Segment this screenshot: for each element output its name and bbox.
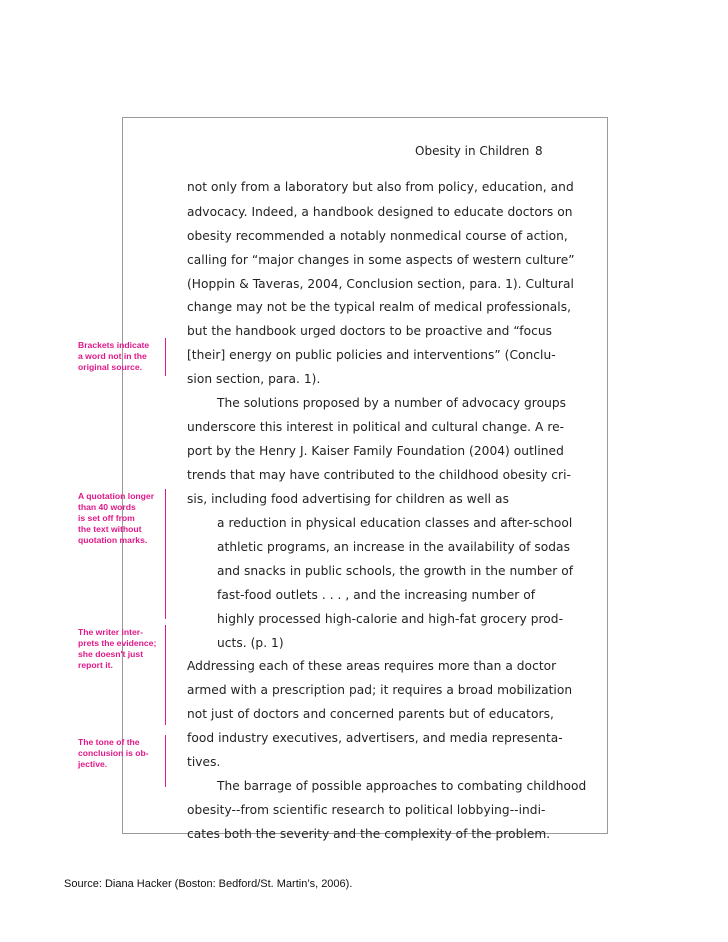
margin-note-block-quote — [78, 491, 168, 546]
body-line: obesity recommended a notably nonmedical course of action, — [187, 229, 568, 243]
body-line: armed with a prescription pad; it requires a broad mobilization — [187, 683, 573, 697]
body-line: not only from a laboratory but also from policy, education, and — [187, 180, 574, 194]
block-quote-line: fast-food outlets . . . , and the increasing number of — [217, 588, 536, 602]
source-citation: Source: Diana Hacker (Boston: Bedford/St. Martin’s, 2006). — [64, 878, 353, 890]
body-line: food industry executives, advertisers, and media representa- — [187, 731, 563, 745]
block-quote-line: ucts. (p. 1) — [217, 636, 284, 650]
margin-note-line: original source. — [78, 362, 142, 372]
body-line: sis, including food advertising for children as well as — [187, 492, 509, 506]
margin-note-line: is set off from — [78, 513, 135, 523]
margin-note-rule — [165, 489, 166, 619]
margin-note-line: the text without — [78, 524, 142, 534]
body-line: obesity--from scientific research to political lobbying--indi- — [187, 803, 546, 817]
margin-note-line: conclusion is ob- — [78, 748, 149, 758]
body-line: not just of doctors and concerned parents but of educators, — [187, 707, 554, 721]
body-line: (Hoppin & Taveras, 2004, Conclusion section, para. 1). Cultural — [187, 277, 574, 291]
margin-note-tone — [78, 737, 168, 770]
body-line: sion section, para. 1). — [187, 372, 321, 386]
margin-note-rule — [165, 625, 166, 725]
block-quote-line: highly processed high-calorie and high-fat grocery prod- — [217, 612, 564, 626]
margin-note-interprets — [78, 627, 168, 671]
margin-note-line: A quotation longer — [78, 491, 155, 501]
body-line: cates both the severity and the complexity of the problem. — [187, 827, 551, 841]
body-line: but the handbook urged doctors to be proactive and “focus — [187, 324, 553, 338]
margin-note-line: report it. — [78, 660, 113, 670]
margin-note-line: The writer inter- — [78, 627, 143, 637]
block-quote-line: a reduction in physical education classes and after-school — [217, 516, 573, 530]
body-line: port by the Henry J. Kaiser Family Foundation (2004) outlined — [187, 444, 564, 458]
margin-note-line: Brackets indicate — [78, 340, 150, 350]
body-line: calling for “major changes in some aspects of western culture” — [187, 253, 575, 267]
margin-note-brackets — [78, 340, 168, 373]
running-head — [415, 144, 543, 158]
margin-note-rule — [165, 338, 166, 376]
body-line: underscore this interest in political and cultural change. A re- — [187, 420, 565, 434]
margin-note-line: quotation marks. — [78, 535, 148, 545]
page-number: 8 — [535, 144, 543, 158]
body-line: advocacy. Indeed, a handbook designed to educate doctors on — [187, 205, 573, 219]
body-line: tives. — [187, 755, 221, 769]
block-quote-line: and snacks in public schools, the growth in the number of — [217, 564, 574, 578]
body-line: The solutions proposed by a number of advocacy groups — [217, 396, 567, 410]
margin-note-line: than 40 words — [78, 502, 136, 512]
margin-note-rule — [165, 735, 166, 787]
body-line: [their] energy on public policies and interventions” (Conclu- — [187, 348, 556, 362]
body-line: change may not be the typical realm of medical professionals, — [187, 300, 572, 314]
block-quote-line: athletic programs, an increase in the availability of sodas — [217, 540, 570, 554]
body-line: Addressing each of these areas requires more than a doctor — [187, 659, 557, 673]
margin-note-line: a word not in the — [78, 351, 147, 361]
margin-note-line: jective. — [78, 759, 108, 769]
margin-note-line: prets the evidence; — [78, 638, 157, 648]
body-line: trends that may have contributed to the childhood obesity cri- — [187, 468, 571, 482]
running-head-title: Obesity in Children — [415, 144, 530, 158]
margin-note-line: The tone of the — [78, 737, 140, 747]
body-line: The barrage of possible approaches to combating childhood — [217, 779, 587, 793]
margin-note-line: she doesn't just — [78, 649, 144, 659]
